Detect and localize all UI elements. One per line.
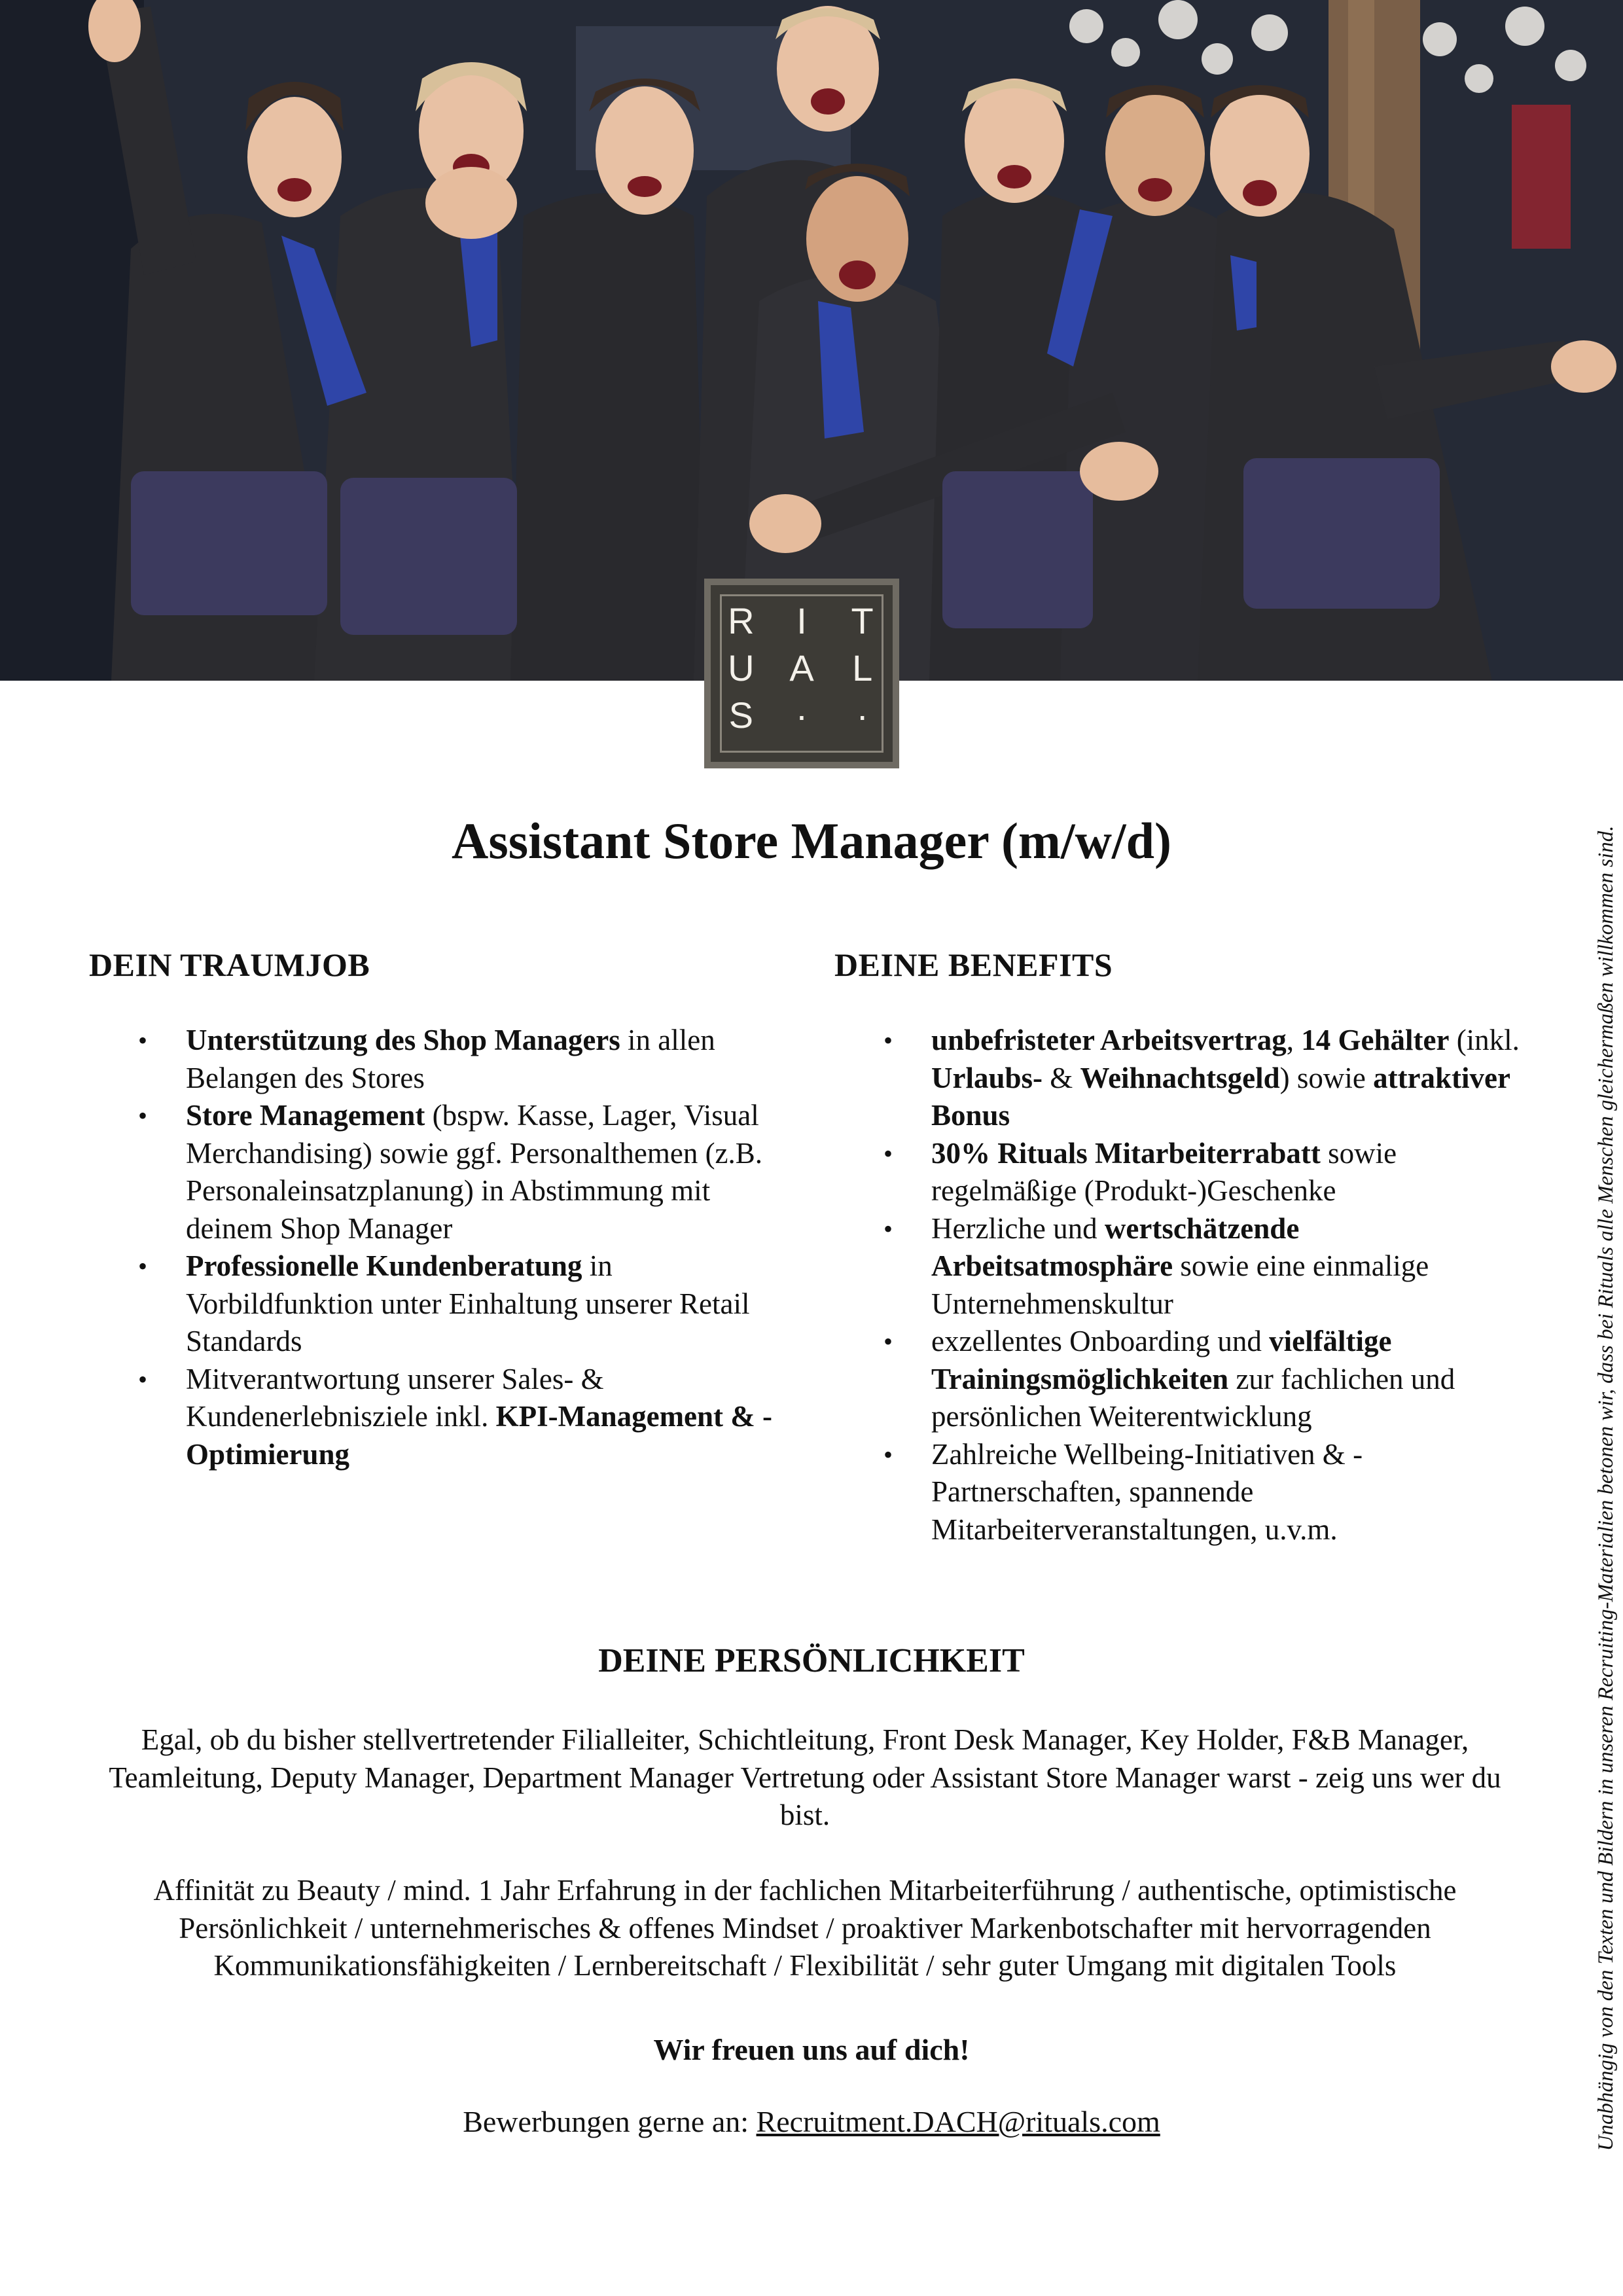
logo-letter: · bbox=[795, 694, 808, 736]
list-item-bold-text: 14 Gehälter bbox=[1301, 1024, 1450, 1056]
list-item-text: (bspw. Kasse, Lager, Visual Merchandising) sowie ggf. Personalthemen (z.B. Personaleinsatzplanung) in Abstimmung mit deinem Shop Manager bbox=[186, 1099, 763, 1245]
list-item-text: in allen Belangen des Stores bbox=[186, 1024, 715, 1094]
logo-letter: I bbox=[796, 600, 807, 641]
personality-paragraph-1: Egal, ob du bisher stellvertretender Filialleiter, Schichtleitung, Front Desk Manager, Key Holder, F&B Manager, Teamleitung, Deputy Manager, Department Manager Vertretung oder Assistant Store Manager warst - zeig uns wer du bist. bbox=[109, 1723, 1501, 1831]
list-item bbox=[834, 1210, 1541, 1323]
logo-letter: A bbox=[789, 647, 814, 689]
list-item-text: exzellentes Onboarding und bbox=[931, 1325, 1270, 1357]
list-item-text: & bbox=[1043, 1061, 1080, 1094]
list-item bbox=[89, 1022, 783, 1097]
list-item-text: Herzliche und bbox=[931, 1211, 1105, 1245]
benefits-section bbox=[834, 946, 1541, 1549]
apply-email-link[interactable]: Recruitment.DACH@rituals.com bbox=[756, 2105, 1160, 2138]
list-item-bold-text: unbefristeter Arbeitsvertrag bbox=[931, 1024, 1287, 1056]
list-item-text: (inkl. bbox=[1449, 1024, 1520, 1056]
list-item-text: , bbox=[1286, 1024, 1302, 1056]
list-item-text: zur fachlichen und persönlichen Weiterentwicklung bbox=[931, 1362, 1455, 1433]
list-item-text: Zahlreiche Wellbeing-Initiativen & -Partnerschaften, spannende Mitarbeiterveranstaltungen, u.v.m. bbox=[931, 1437, 1363, 1546]
personality-heading: DEINE PERSÖNLICHKEIT bbox=[598, 1642, 1025, 1679]
list-item-text: in Vorbildfunktion unter Einhaltung unserer Retail Standards bbox=[186, 1249, 750, 1357]
list-item-bold-text: 30% Rituals Mitarbeiterrabatt bbox=[931, 1136, 1321, 1170]
logo-letter: S bbox=[728, 694, 753, 736]
list-item-bold-text: Urlaubs- bbox=[931, 1061, 1043, 1094]
traumjob-section bbox=[89, 946, 783, 1473]
list-item-bold-text: vielfältige Trainingsmöglichkeiten bbox=[931, 1325, 1392, 1395]
list-item-text: sowie regelmäßige (Produkt-)Geschenke bbox=[931, 1136, 1397, 1207]
list-item-bold-text: Weihnachtsgeld bbox=[1080, 1061, 1280, 1094]
diversity-disclaimer: Unabhängig von den Texten und Bildern in unseren Recruiting-Materialien betonen wir, dass bei Rituals alle Menschen gleichermaßen willkommen sind. bbox=[1594, 825, 1618, 2151]
logo-letters bbox=[711, 600, 893, 737]
traumjob-list bbox=[89, 1022, 783, 1473]
list-item bbox=[89, 1361, 783, 1474]
apply-line bbox=[0, 2104, 1623, 2139]
job-title: Assistant Store Manager (m/w/d) bbox=[452, 812, 1171, 869]
list-item bbox=[834, 1436, 1541, 1549]
list-item-bold-text: Unterstützung des Shop Managers bbox=[186, 1024, 620, 1056]
closing-line: Wir freuen uns auf dich! bbox=[653, 2033, 970, 2066]
list-item bbox=[834, 1022, 1541, 1135]
list-item-bold-text: wertschätzende Arbeitsatmosphäre bbox=[931, 1211, 1300, 1282]
list-item bbox=[834, 1323, 1541, 1436]
list-item-text: sowie eine einmalige Unternehmenskultur bbox=[931, 1249, 1429, 1320]
benefits-heading: DEINE BENEFITS bbox=[834, 946, 1113, 983]
list-item-bold-text: Store Management bbox=[186, 1099, 425, 1132]
rituals-logo bbox=[704, 579, 899, 768]
benefits-list bbox=[834, 1022, 1541, 1549]
list-item bbox=[89, 1247, 783, 1361]
list-item bbox=[834, 1135, 1541, 1210]
list-item-text: ) sowie bbox=[1279, 1061, 1374, 1094]
traumjob-heading: DEIN TRAUMJOB bbox=[89, 946, 370, 983]
list-item-bold-text: Professionelle Kundenberatung bbox=[186, 1249, 582, 1282]
list-item-text: Mitverantwortung unserer Sales- & Kundenerlebnisziele inkl. bbox=[186, 1362, 604, 1433]
logo-letter: T bbox=[851, 600, 874, 641]
apply-prefix: Bewerbungen gerne an: bbox=[463, 2105, 757, 2138]
logo-letter: · bbox=[856, 694, 868, 736]
personality-paragraph-2: Affinität zu Beauty / mind. 1 Jahr Erfahrung in der fachlichen Mitarbeiterführung / authentische, optimistische Persönlichkeit / unternehmerisches & offenes Mindset / proaktiver Markenbotschafter mit hervorragenden Kommunikationsfähigkeiten / Lernbereitschaft / Flexibilität / sehr guter Umgang mit digitalen Tools bbox=[153, 1874, 1457, 1982]
logo-letter: U bbox=[728, 647, 755, 689]
list-item-bold-text: attraktiver Bonus bbox=[931, 1061, 1510, 1132]
logo-letter: R bbox=[728, 600, 755, 641]
list-item bbox=[89, 1097, 783, 1247]
logo-letter: L bbox=[852, 647, 873, 689]
list-item-bold-text: KPI-Management & -Optimierung bbox=[186, 1400, 773, 1471]
